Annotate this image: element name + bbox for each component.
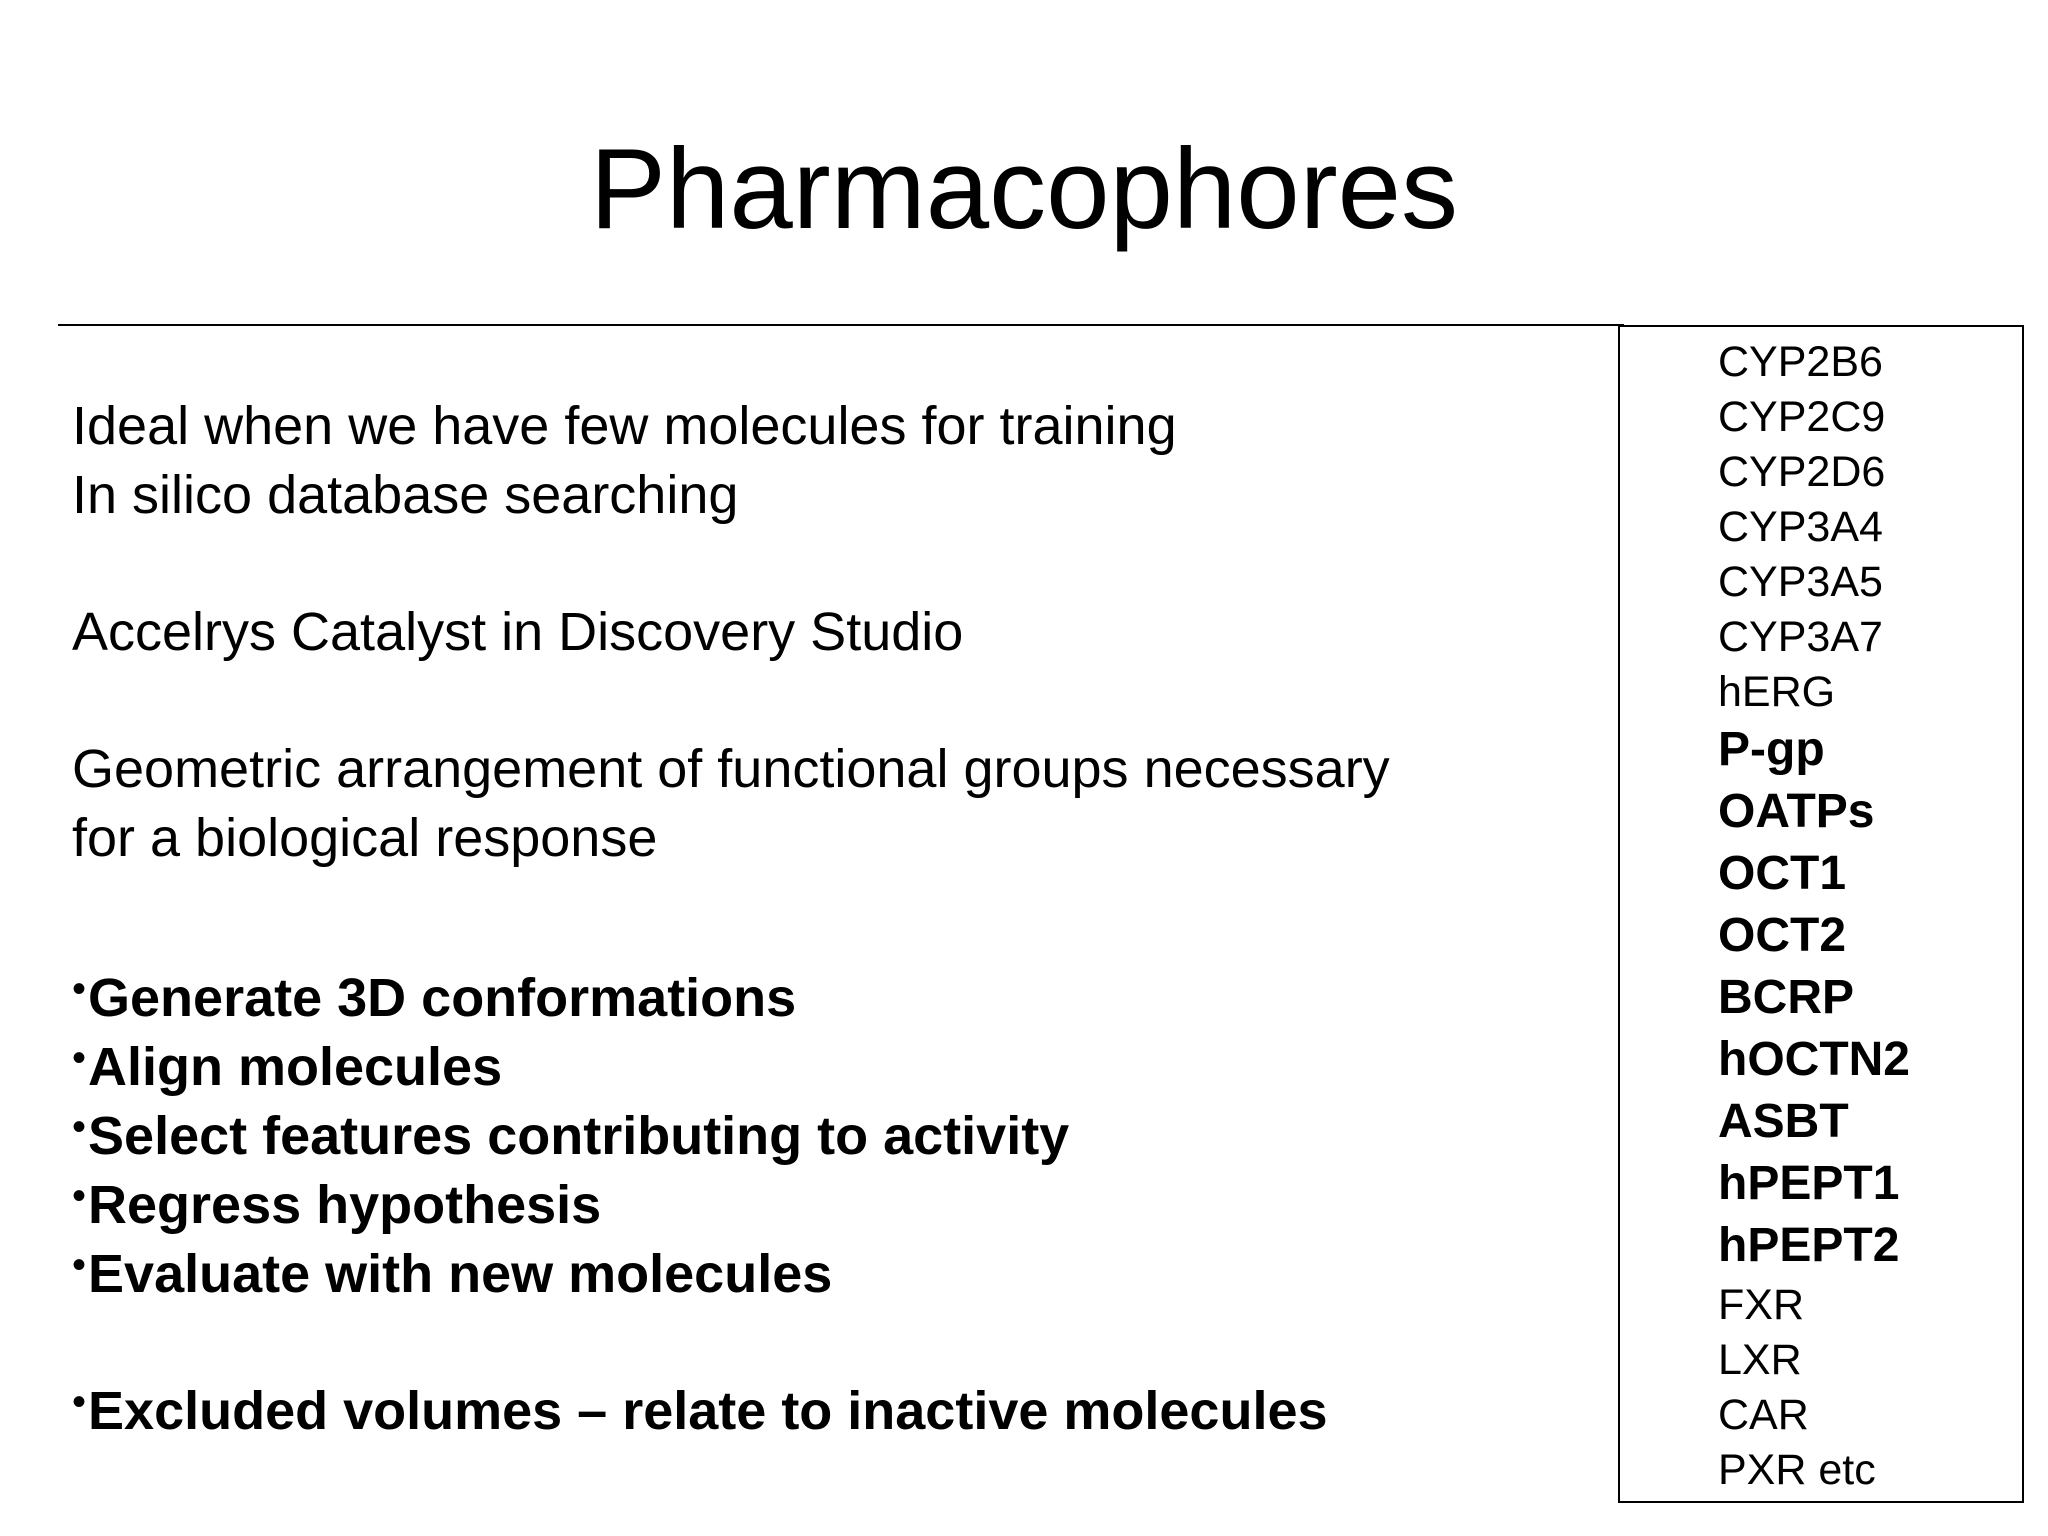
targets-box: [1618, 325, 2024, 1503]
step-bullet: [72, 1162, 601, 1240]
target-item: CYP2C9: [1718, 393, 1886, 441]
target-item: ASBT: [1718, 1095, 1849, 1148]
step-text: Evaluate with new molecules: [88, 1244, 833, 1304]
step-text: Regress hypothesis: [88, 1175, 602, 1235]
target-item: CYP3A4: [1718, 503, 1883, 551]
target-item: OATPs: [1718, 785, 1875, 838]
title-divider: [58, 324, 1624, 326]
step-text: Generate 3D conformations: [88, 968, 797, 1028]
target-item: P-gp: [1718, 723, 1825, 776]
definition-line-2: for a biological response: [72, 808, 658, 868]
bullet-marker: •: [72, 1036, 87, 1080]
slide-title: Pharmacophores: [589, 126, 1459, 253]
target-item: hPEPT2: [1718, 1219, 1900, 1272]
target-item: CAR: [1718, 1391, 1809, 1439]
excluded-volumes-text: Excluded volumes – relate to inactive molecules: [88, 1381, 1328, 1441]
step-bullet: [72, 1093, 1069, 1171]
target-item: CYP2B6: [1718, 338, 1883, 386]
bullet-marker: •: [72, 967, 87, 1011]
target-item: CYP2D6: [1718, 448, 1886, 496]
excluded-volumes-bullet: [72, 1368, 1328, 1446]
intro-line-training: Ideal when we have few molecules for training: [72, 396, 1177, 456]
bullet-marker: •: [72, 1380, 87, 1424]
target-item: FXR: [1718, 1281, 1804, 1329]
step-bullet: [72, 1024, 502, 1102]
target-item: hOCTN2: [1718, 1033, 1910, 1086]
definition-line-1: Geometric arrangement of functional groups necessary: [72, 739, 1390, 799]
target-item: CYP3A7: [1718, 613, 1883, 661]
target-item: BCRP: [1718, 971, 1855, 1024]
bullet-marker: •: [72, 1174, 87, 1218]
step-text: Align molecules: [88, 1037, 503, 1097]
intro-line-software: Accelrys Catalyst in Discovery Studio: [72, 602, 964, 662]
step-bullet: [72, 955, 796, 1033]
target-item: OCT1: [1718, 847, 1847, 900]
step-text: Select features contributing to activity: [88, 1106, 1070, 1166]
target-item: LXR: [1718, 1336, 1802, 1384]
target-item: PXR etc: [1718, 1446, 1876, 1494]
target-item: OCT2: [1718, 909, 1847, 962]
target-item: hPEPT1: [1718, 1157, 1900, 1210]
bullet-marker: •: [72, 1105, 87, 1149]
bullet-marker: •: [72, 1243, 87, 1287]
intro-line-database: In silico database searching: [72, 465, 739, 525]
target-item: hERG: [1718, 668, 1836, 716]
step-bullet: [72, 1231, 832, 1309]
target-item: CYP3A5: [1718, 558, 1883, 606]
